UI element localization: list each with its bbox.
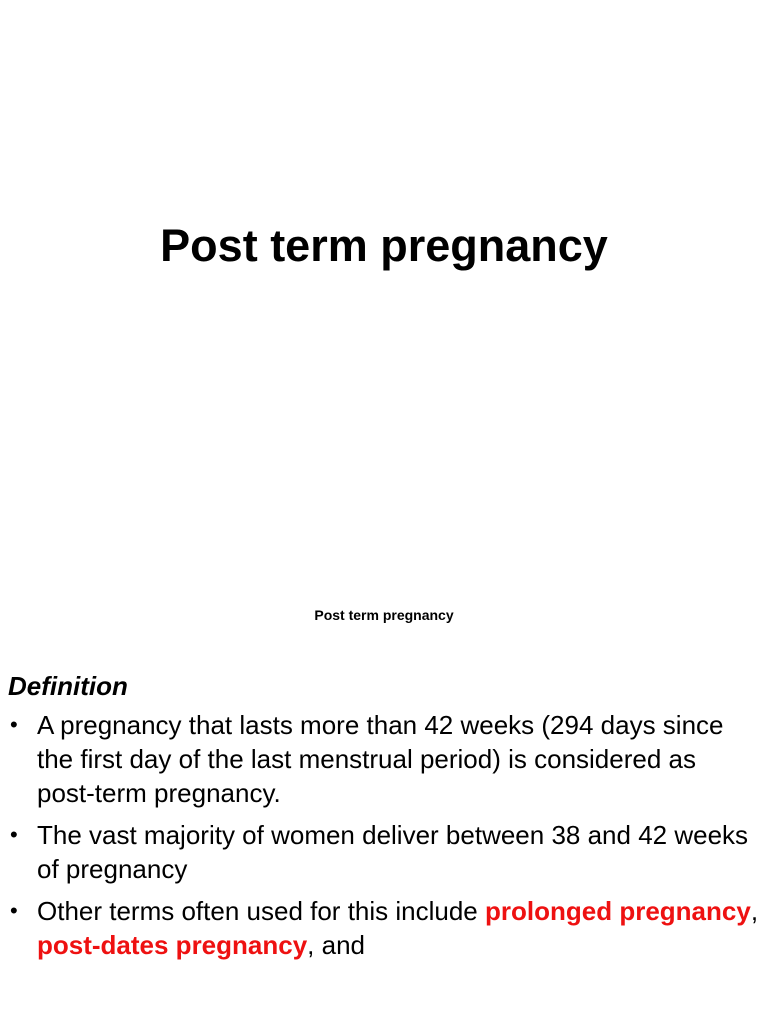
bullet-separator: , and [307,930,365,960]
definition-section [8,666,760,970]
slide-title: Post term pregnancy [160,220,608,271]
highlight-term-prolonged: prolonged pregnancy [485,896,751,926]
bullet-icon: • [10,712,18,737]
bullet-item [8,894,760,962]
slide-caption: Post term pregnancy [314,607,454,623]
bullet-item [8,708,760,810]
highlight-term-post-dates: post-dates pregnancy [37,930,308,960]
bullet-icon: • [10,822,18,847]
definition-heading: Definition [8,671,128,701]
bullet-separator: , [750,896,759,926]
definition-bullet-list [8,708,760,962]
bullet-text: The vast majority of women deliver between 38 and 42 weeks of pregnancy [37,820,749,884]
bullet-item [8,818,760,886]
bullet-icon: • [10,898,18,923]
bullet-text: A pregnancy that lasts more than 42 weeks (294 days since the first day of the last menstrual period) is considered as post-term pregnancy. [37,710,724,808]
bullet-text: Other terms often used for this include [37,896,485,926]
